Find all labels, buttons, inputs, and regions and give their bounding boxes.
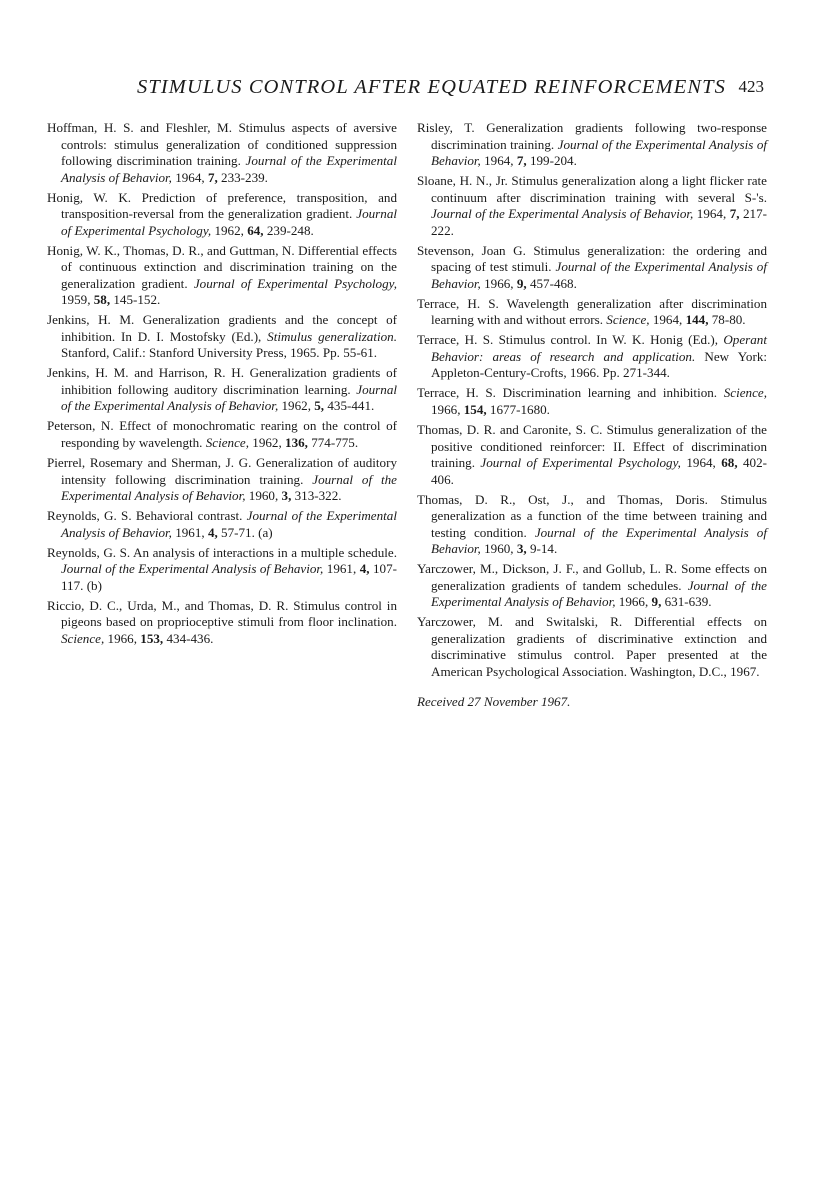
- reference-entry: [47, 312, 397, 362]
- reference-year: New York: Appleton-Century-Crofts, 1966. Pp. 271-344.: [431, 348, 767, 381]
- reference-year: 1964,: [693, 206, 730, 222]
- reference-pre: Risley, T. Generalization gradients following two-response discrimination training.: [417, 120, 767, 152]
- reference-year: 1964,: [680, 455, 722, 471]
- reference-journal: Journal of Experimental Psychology,: [61, 206, 397, 238]
- page-number: 423: [738, 77, 764, 96]
- reference-pages: 457-468.: [526, 275, 577, 291]
- reference-entry: [417, 385, 767, 418]
- reference-year: 1959,: [61, 292, 94, 308]
- reference-pages: 313-322.: [291, 488, 342, 504]
- reference-journal: Journal of the Experimental Analysis of Behavior,: [61, 508, 397, 540]
- reference-year: Stanford, Calif.: Stanford University Press, 1965. Pp. 55-61.: [61, 345, 378, 361]
- reference-entry: [417, 614, 767, 680]
- references-left-column: [47, 120, 397, 651]
- reference-entry: [417, 120, 767, 170]
- reference-journal: Operant Behavior: areas of research and application.: [431, 332, 767, 364]
- reference-entry: [417, 492, 767, 558]
- reference-year: 1964,: [171, 169, 208, 185]
- reference-pre: Peterson, N. Effect of monochromatic rearing on the control of responding by wavelength.: [47, 418, 397, 450]
- reference-journal: Stimulus generalization.: [267, 328, 397, 344]
- reference-entry: [417, 173, 767, 239]
- reference-pre: Yarczower, M. and Switalski, R. Differential effects on generalization gradients of discriminative extinction and discriminative stimulus control. Paper presented at the American Psychological Association. Washington, D.C., 1967.: [417, 614, 767, 679]
- reference-pre: Honig, W. K., Thomas, D. R., and Guttman, N. Differential effects of continuous extinction and discrimination training on the generalization gradient.: [47, 242, 397, 291]
- reference-volume: 154,: [463, 401, 487, 417]
- reference-journal: Journal of the Experimental Analysis of Behavior,: [431, 524, 767, 557]
- reference-pre: Honig, W. K. Prediction of preference, transposition, and transposition-reversal from the generalization gradient.: [47, 189, 397, 222]
- reference-journal: Journal of Experimental Psychology,: [193, 275, 397, 291]
- reference-journal: Science,: [723, 385, 767, 401]
- reference-pre: Reynolds, G. S. Behavioral contrast.: [47, 508, 247, 524]
- reference-volume: 68,: [721, 455, 738, 471]
- reference-volume: 7,: [729, 206, 740, 222]
- reference-entry: [47, 418, 397, 451]
- reference-year: 1966,: [480, 275, 517, 291]
- reference-pages: 57-71. (a): [217, 524, 273, 540]
- reference-journal: Journal of the Experimental Analysis of Behavior,: [431, 259, 767, 291]
- reference-journal: Journal of the Experimental Analysis of Behavior,: [61, 381, 397, 414]
- reference-year: 1964,: [480, 153, 517, 168]
- reference-volume: 136,: [285, 434, 308, 450]
- reference-volume: 3,: [516, 541, 527, 557]
- reference-volume: 9,: [651, 594, 662, 610]
- reference-entry: [417, 332, 767, 382]
- reference-volume: 4,: [359, 561, 370, 577]
- reference-journal: Journal of the Experimental Analysis of Behavior,: [431, 136, 768, 168]
- reference-pre: Thomas, D. R. and Caronite, S. C. Stimulus generalization of the positive conditioned reinforcer: II. Effect of discrimination training.: [417, 422, 767, 471]
- reference-journal: Journal of the Experimental Analysis of Behavior,: [61, 561, 324, 577]
- reference-entry: [47, 190, 397, 240]
- reference-entry: [417, 561, 767, 611]
- reference-pre: Terrace, H. S. Discrimination learning and inhibition.: [417, 385, 724, 401]
- reference-journal: Journal of Experimental Psychology,: [480, 455, 681, 471]
- reference-year: 1962,: [249, 434, 286, 450]
- reference-pre: Riccio, D. C., Urda, M., and Thomas, D. R. Stimulus control in pigeons based on proprioceptive stimuli from floor inclination.: [47, 597, 397, 630]
- reference-entry: [47, 508, 397, 541]
- reference-year: 1966,: [615, 594, 652, 610]
- reference-pages: 9-14.: [526, 541, 558, 557]
- reference-volume: 5,: [314, 398, 325, 414]
- reference-pre: Jenkins, H. M. Generalization gradients and the concept of inhibition. In D. I. Mostofsky (Ed.),: [47, 312, 397, 344]
- reference-pre: Hoffman, H. S. and Fleshler, M. Stimulus aspects of aversive controls: stimulus generalization of conditioned suppression following discrimination training.: [47, 120, 397, 168]
- reference-journal: Science,: [61, 630, 105, 646]
- reference-pre: Terrace, H. S. Wavelength generalization after discrimination learning with and without errors.: [417, 295, 767, 328]
- reference-volume: 7,: [207, 169, 218, 185]
- reference-entry: [417, 243, 767, 293]
- reference-year: 1962,: [211, 222, 248, 238]
- reference-volume: 3,: [281, 488, 292, 504]
- reference-volume: 144,: [685, 312, 709, 328]
- reference-volume: 64,: [247, 222, 264, 238]
- reference-pages: 107-117. (b): [61, 561, 397, 593]
- reference-journal: Journal of the Experimental Analysis of Behavior,: [61, 153, 397, 185]
- running-header: [0, 76, 816, 106]
- reference-pages: 78-80.: [708, 312, 746, 328]
- reference-journal: Journal of the Experimental Analysis of Behavior,: [61, 471, 397, 504]
- reference-year: 1962,: [278, 398, 315, 414]
- reference-pages: 435-441.: [324, 398, 375, 414]
- reference-year: 1960,: [245, 488, 282, 504]
- reference-entry: [47, 120, 397, 186]
- reference-year: 1964,: [649, 312, 686, 328]
- reference-pre: Sloane, H. N., Jr. Stimulus generalization along a light flicker rate continuum after discrimination training with several S-'s.: [417, 173, 767, 205]
- reference-entry: [47, 243, 397, 309]
- reference-volume: 7,: [516, 153, 527, 168]
- reference-pages: 233-239.: [217, 169, 268, 185]
- reference-year: 1961,: [171, 524, 208, 540]
- reference-year: 1960,: [480, 541, 517, 557]
- reference-pre: Terrace, H. S. Stimulus control. In W. K. Honig (Ed.),: [417, 332, 724, 348]
- references-right-column: [417, 120, 767, 711]
- reference-pre: Jenkins, H. M. and Harrison, R. H. Generalization gradients of inhibition following auditory discrimination learning.: [47, 365, 397, 397]
- reference-pages: 402-406.: [431, 455, 768, 487]
- reference-volume: 153,: [140, 630, 164, 646]
- reference-year: 1966,: [104, 630, 141, 646]
- reference-journal: Journal of the Experimental Analysis of Behavior,: [431, 206, 694, 222]
- reference-pages: 199-204.: [526, 153, 577, 168]
- reference-pages: 239-248.: [263, 222, 314, 238]
- reference-pages: 774-775.: [307, 434, 359, 450]
- reference-pages: 631-639.: [661, 594, 712, 610]
- reference-year: 1961,: [323, 561, 360, 577]
- reference-entry: [417, 422, 767, 488]
- reference-pages: 217-222.: [431, 206, 767, 238]
- reference-pages: 434-436.: [163, 630, 214, 646]
- reference-pre: Reynolds, G. S. An analysis of interactions in a multiple schedule.: [47, 544, 397, 560]
- reference-entry: [47, 365, 397, 415]
- reference-entry: [47, 598, 397, 648]
- reference-journal: Journal of the Experimental Analysis of Behavior,: [431, 577, 767, 610]
- reference-pre: Thomas, D. R., Ost, J., and Thomas, Doris. Stimulus generalization as a function of the time between training and testing condition.: [417, 491, 767, 540]
- reference-volume: 58,: [93, 292, 111, 308]
- reference-entry: [417, 296, 767, 329]
- received-date: Received 27 November 1967.: [417, 694, 571, 710]
- reference-pre: Yarczower, M., Dickson, J. F., and Gollub, L. R. Some effects on generalization gradients of tandem schedules.: [417, 561, 767, 593]
- reference-pages: 1677-1680.: [486, 401, 550, 417]
- reference-entry: [47, 455, 397, 505]
- reference-volume: 4,: [207, 524, 218, 540]
- reference-volume: 9,: [516, 275, 527, 291]
- reference-journal: Science,: [205, 434, 249, 450]
- reference-pre: Pierrel, Rosemary and Sherman, J. G. Generalization of auditory intensity following discrimination training.: [47, 455, 397, 487]
- reference-entry: [47, 545, 397, 595]
- reference-year: 1966,: [431, 401, 464, 417]
- reference-journal: Science,: [606, 312, 650, 328]
- reference-pre: Stevenson, Joan G. Stimulus generalization: the ordering and spacing of test stimuli.: [417, 242, 767, 275]
- reference-pages: 145-152.: [110, 292, 161, 308]
- running-title: STIMULUS CONTROL AFTER EQUATED REINFORCEMENTS: [137, 76, 726, 98]
